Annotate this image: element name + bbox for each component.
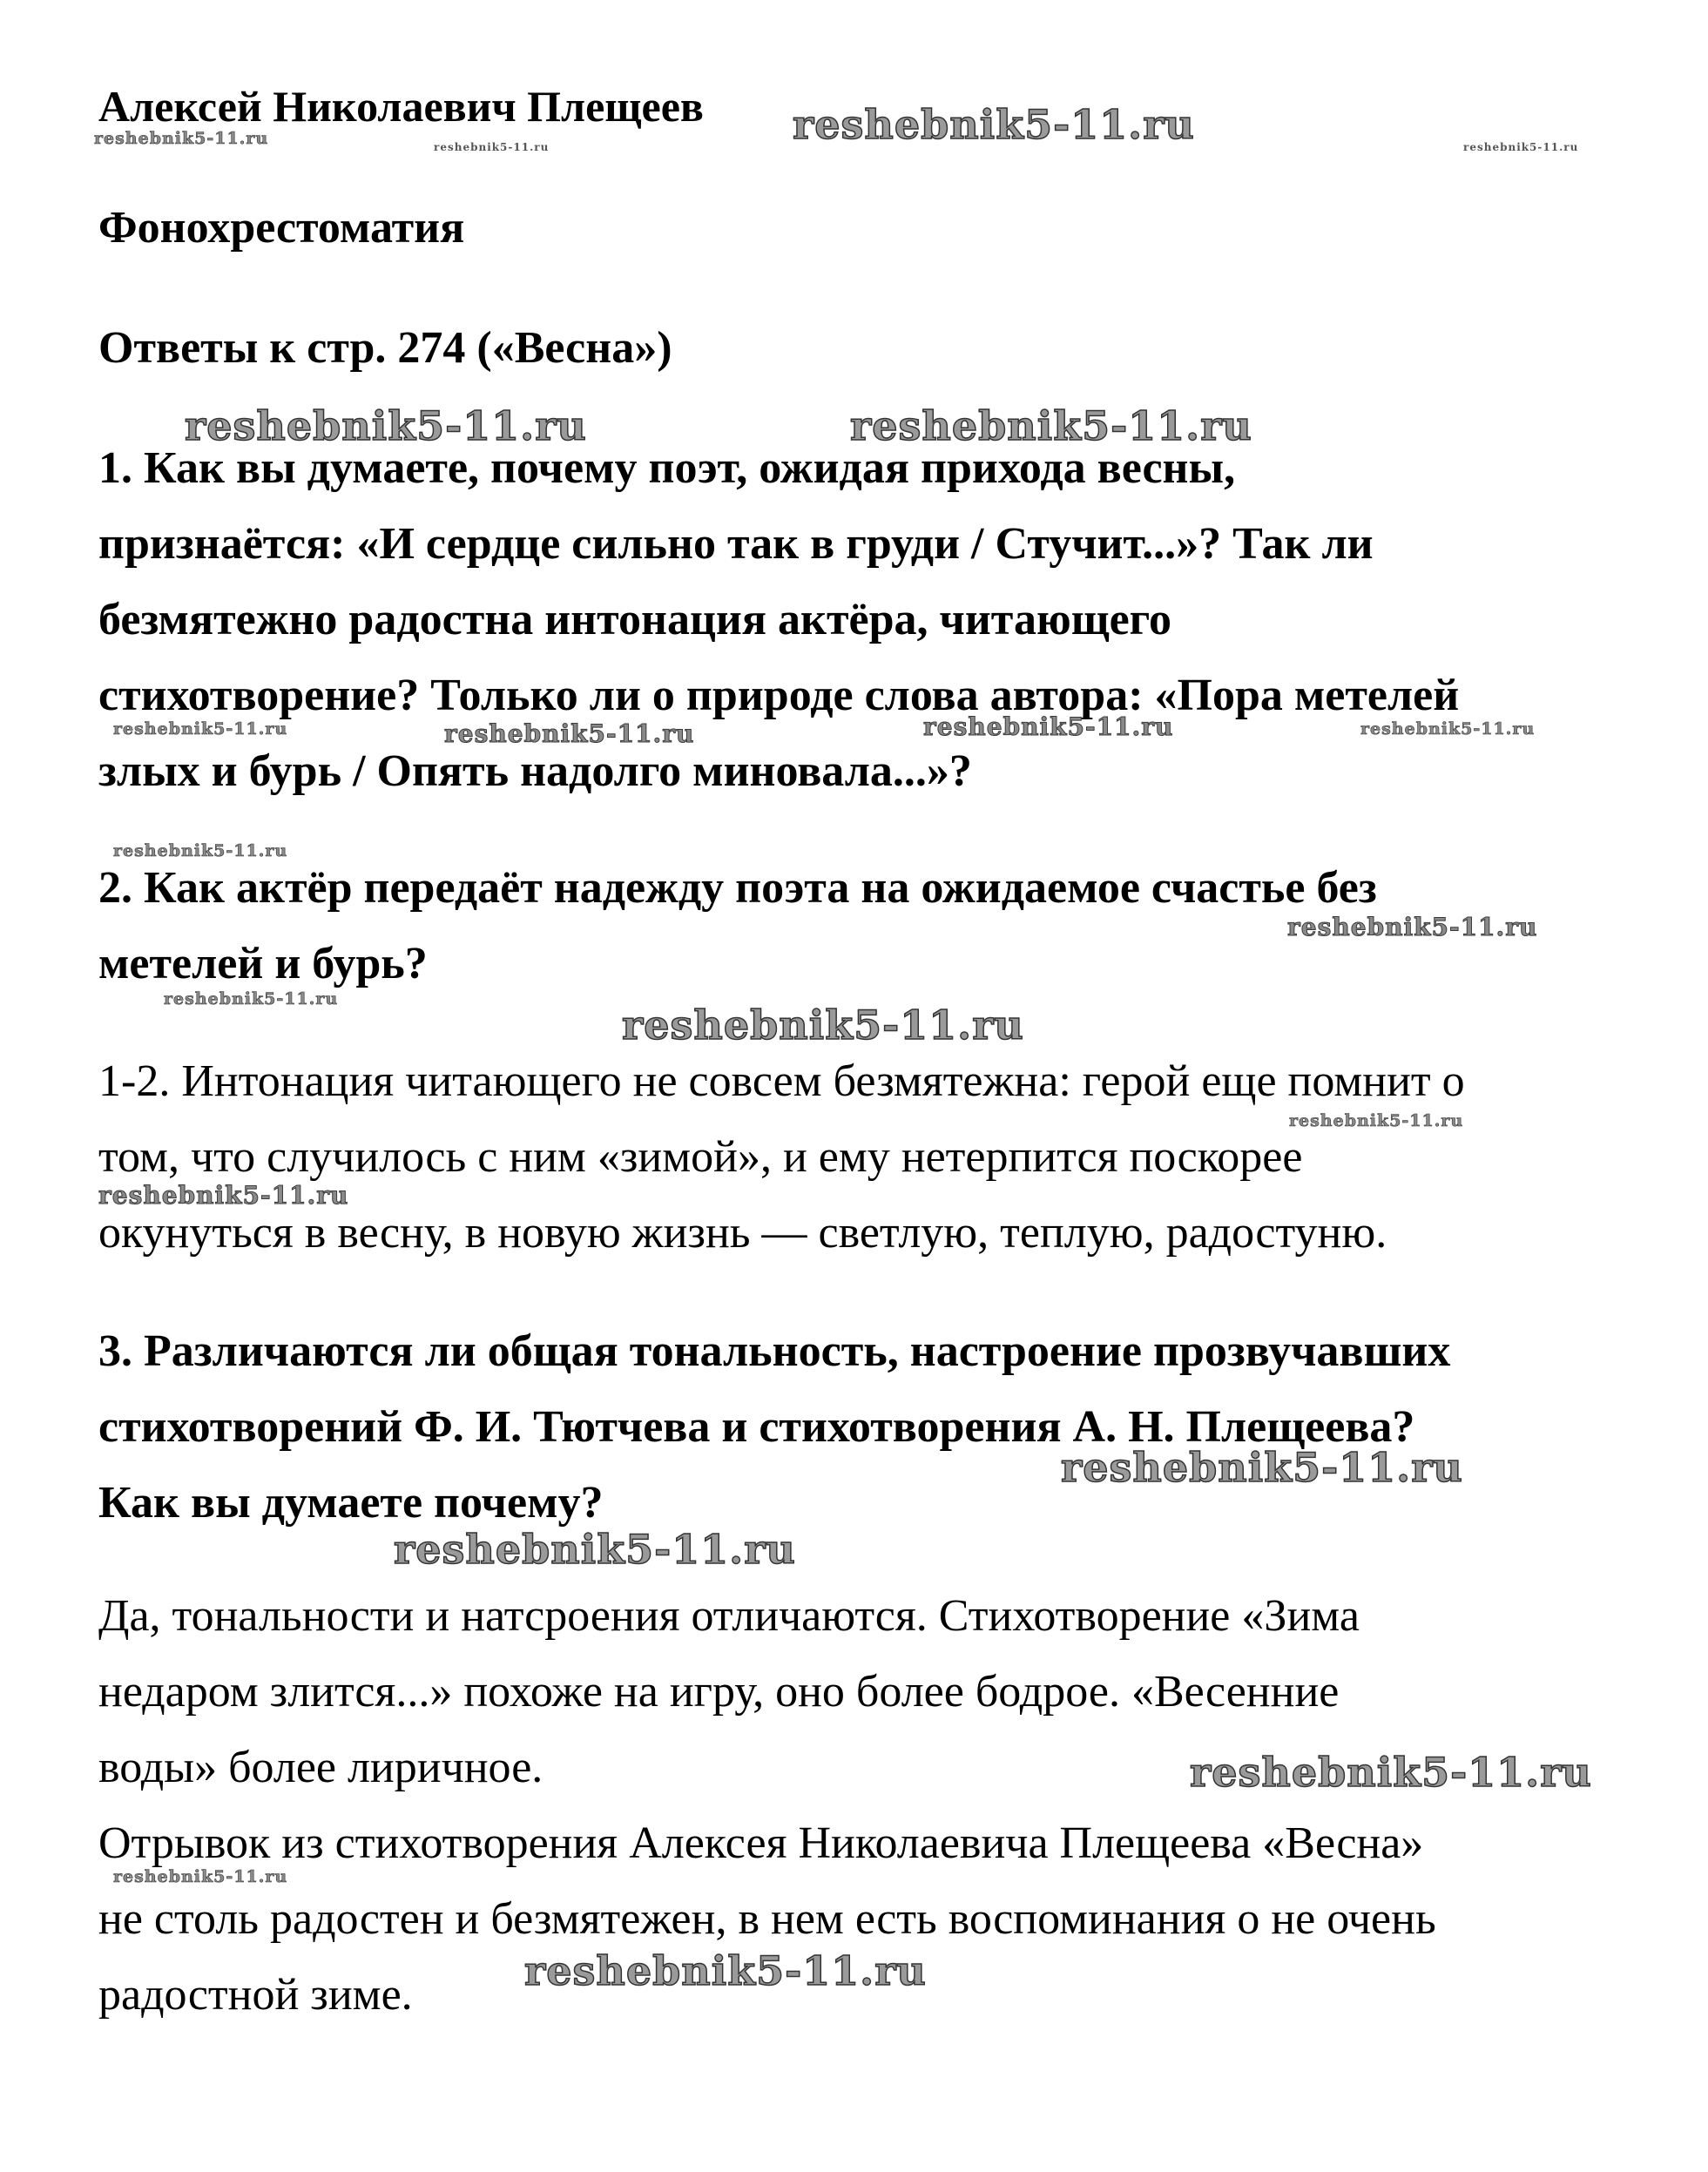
watermark: reshebnik5-11.ru [113, 1867, 288, 1886]
question-line: 1. Как вы думаете, почему поэт, ожидая прихода весны, [98, 443, 1236, 493]
watermark: reshebnik5-11.ru [394, 1526, 796, 1573]
section-title: Фонохрестоматия [98, 203, 465, 253]
watermark: reshebnik5-11.ru [850, 402, 1252, 449]
answer-line: не столь радостен и безмятежен, в нем есть воспоминания о не очень [98, 1894, 1436, 1944]
answer-line: 1-2. Интонация читающего не совсем безмятежна: герой еще помнит о [98, 1056, 1465, 1106]
watermark: reshebnik5-11.ru [1289, 1111, 1464, 1130]
page-subtitle: Ответы к стр. 274 («Весна») [98, 323, 672, 373]
watermark: reshebnik5-11.ru [793, 101, 1195, 148]
question-line: безмятежно радостна интонация актёра, читающего [98, 595, 1172, 644]
watermark: reshebnik5-11.ru [98, 1181, 349, 1210]
question-line: стихотворений Ф. И. Тютчева и стихотворения А. Н. Плещеева? [98, 1402, 1415, 1452]
question-line: злых и бурь / Опять надолго миновала...»? [98, 746, 972, 796]
watermark: reshebnik5-11.ru [1287, 913, 1538, 941]
watermark: reshebnik5-11.ru [524, 1947, 927, 1994]
watermark: reshebnik5-11.ru [1061, 1444, 1463, 1491]
question-line: 3. Различаются ли общая тональность, настроение прозвучавших [98, 1326, 1451, 1376]
watermark: reshebnik5-11.ru [622, 1002, 1024, 1049]
watermark: reshebnik5-11.ru [1360, 719, 1536, 739]
answer-line: Да, тональности и натсроения отличаются. Стихотворение «Зима [98, 1591, 1360, 1641]
question-line: Как вы думаете почему? [98, 1478, 604, 1528]
watermark: reshebnik5-11.ru [1190, 1749, 1592, 1796]
answer-line: окунуться в весну, в новую жизнь — светлую, теплую, радостуню. [98, 1208, 1387, 1258]
watermark: reshebnik5-11.ru [94, 129, 269, 148]
watermark: reshebnik5-11.ru [444, 719, 695, 748]
watermark: reshebnik5-11.ru [923, 712, 1174, 741]
watermark: reshebnik5-11.ru [185, 402, 587, 449]
watermark: reshebnik5-11.ru [164, 989, 339, 1008]
author-heading: Алексей Николаевич Плещеев [98, 82, 704, 131]
question-line: признаётся: «И сердце сильно так в груди / Стучит...»? Так ли [98, 519, 1374, 569]
answer-line: том, что случилось с ним «зимой», и ему нетерпится поскорее [98, 1132, 1303, 1182]
question-line: стихотворение? Только ли о природе слова автора: «Пора метелей [98, 671, 1460, 720]
watermark: reshebnik5-11.ru [113, 719, 288, 739]
question-line: метелей и бурь? [98, 939, 428, 988]
watermark: reshebnik5-11.ru [434, 141, 550, 153]
answer-line: Отрывок из стихотворения Алексея Николаевича Плещеева «Весна» [98, 1818, 1424, 1868]
question-line: 2. Как актёр передаёт надежду поэта на ожидаемое счастье без [98, 863, 1377, 913]
answer-line: воды» более лиричное. [98, 1743, 543, 1792]
watermark: reshebnik5-11.ru [113, 841, 288, 860]
answer-line: недаром злится...» похоже на игру, оно более бодрое. «Весенние [98, 1667, 1340, 1717]
watermark: reshebnik5-11.ru [1463, 141, 1579, 153]
answer-line: радостной зиме. [98, 1970, 413, 2020]
